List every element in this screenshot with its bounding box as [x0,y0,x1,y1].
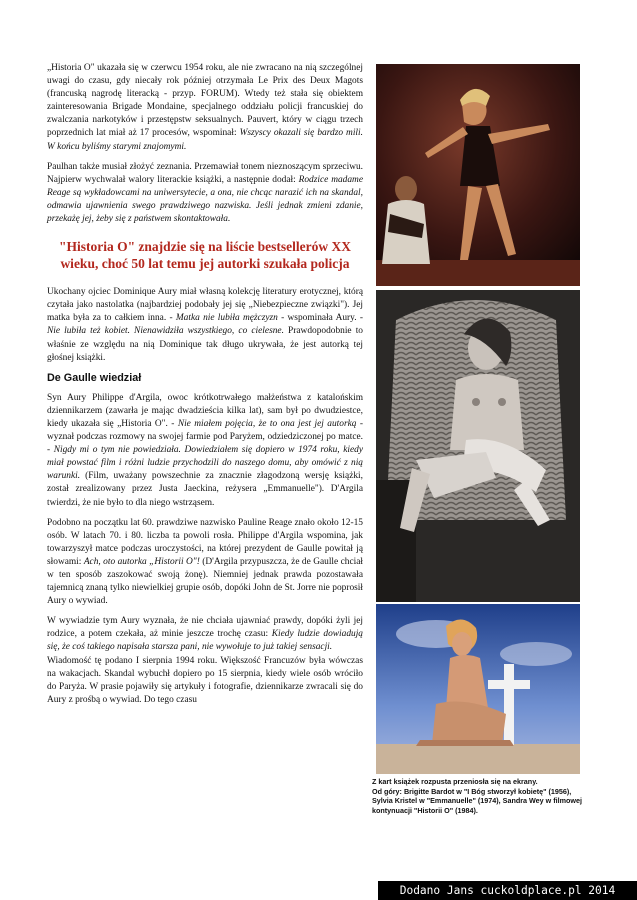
article-body [47,62,363,714]
photo-caption [372,777,592,815]
paragraph-4: Syn Aury Philippe d'Argila, owoc krótkotrwałego małżeństwa z katalońskim dziennikarzem (zawarła je mając dwadzieścia kilka lat), sam był po dwudziestce, kiedy ukazała się „Historia O". - Nie miałem pojęcia, że to ona jest jej autorką - wyznał podczas rozmowy na swojej farmie pod Paryżem, odziedziczonej po matce. - Nigdy mi o tym nie powiedziała. Dowiedziałem się dopiero w 1974 roku, kiedy miał powstać film i różni ludzie przychodzili do naszego domu, aby omówić z nią warunki. (Film, uważany powszechnie za znacznie złagodzoną wersję książki, został zrealizowany przez Justa Jaeckina, reżysera „Emmanuelle"). D'Argila twierdzi, że nie było to dla niego wstrząsem. [47,392,363,508]
paragraph-2: Paulhan także musiał złożyć zeznania. Przemawiał tonem nieznoszącym sprzeciwu. Najpierw wychwalał walory literackie książki, a następnie dodał: Rodzice madame Reage są wykładowcami na uniwersytecie, a ona, nie chcąc narazić ich na skandal, odmawia ujawnienia swego prawdziwego nazwiska. Jeśli jednak zmieni zdanie, przekażę jej, żeby się z państwem skontaktowała. [47,161,363,225]
photo-dancer [376,64,580,286]
paragraph-3: Ukochany ojciec Dominique Aury miał własną kolekcję literatury erotycznej, którą czytała jako nastolatka (najbardziej podobały jej się „Niebezpieczne związki"). Jej matka była za to całkiem inna. - Matka nie lubiła mężczyzn - wspominała Aury. - Nie lubiła też kobiet. Nienawidziła wszystkiego, co cielesne. Prawdopodobnie to właśnie ze względu na nią Dominique tak długo ukrywała, że jest autorką tej głośnej książki. [47,287,363,363]
paragraph-1: „Historia O" ukazała się w czerwcu 1954 roku, ale nie zwracano na nią szczególnej uwagi do czasu, gdy niecały rok później otrzymała Le Prix des Deux Magots (francuską nagrodę literacką - przyp. FORUM). Wtedy też stała się obiektem zainteresowania Brigade Mondaine, specjalnego oddziału policji francuskiej do zwalczania narkotyków i przestępstw seksualnych. Pauvert, który w ciągu trzech poprzednich lat miał aż 17 procesów, wspominał: Wszyscy okazali się bardzo mili. W końcu byliśmy starymi znajomymi. [47,63,363,152]
paragraph-6: W wywiadzie tym Aury wyznała, że nie chciała ujawniać prawdy, dopóki żyli jej rodzice, a potem czekała, aż minie jeszcze trochę czasu: Kiedy ludzie dowiadują się, że coś takiego napisała starsza pani, nie wywołuje to już takiej sensacji. [47,616,363,653]
caption-line-2: Od góry: Brigitte Bardot w "I Bóg stworzył kobietę" (1956), Sylvia Kristel w "Emmanuelle" (1974), Sandra Wey w filmowej kontynuacji "Historii O" (1984). [372,786,583,815]
paragraph-7: Wiadomość tę podano I sierpnia 1994 roku. Większość Francuzów była wówczas na wakacjach. Skandal wybuchł dopiero po 15 sierpnia, kiedy wiele osób wróciło do Paryża. W prasie pojawiły się artykuły i fotografie, dziennikarze zwracali się do Aury z prośbą o wywiad. Do tego czasu [47,655,363,705]
photo-kneeling [376,604,580,774]
pull-quote: "Historia O" znajdzie się na liście bestsellerów XX wieku, choć 50 lat temu jej autorki szukała policja [58,239,352,272]
photo-wicker-chair [376,290,580,602]
paragraph-5: Podobno na początku lat 60. prawdziwe nazwisko Pauline Reage znało około 12-15 osób. W latach 70. i 80. liczba ta powoli rosła. Philippe d'Argila wspomina, jak towarzyszył matce podczas uroczystości, na której prezydent de Gaulle powitał ją słowami: Ach, oto autorka „Historii O"! (D'Argila przypuszcza, że de Gaulle chciał w ten sposób zaszokować swoją żonę). Niemniej jednak prawda pozostawała tajemnicą znaną tylko niewielkiej grupie osób, dopóki John de St. Jorre nie poprosił Aury o wywiad. [47,517,363,607]
section-heading: De Gaulle wiedział [47,371,142,384]
footer-credit: Dodano Jans cuckoldplace.pl 2014 [378,881,637,900]
caption-line-1: Z kart książek rozpusta przeniosła się na ekrany. [372,777,538,786]
